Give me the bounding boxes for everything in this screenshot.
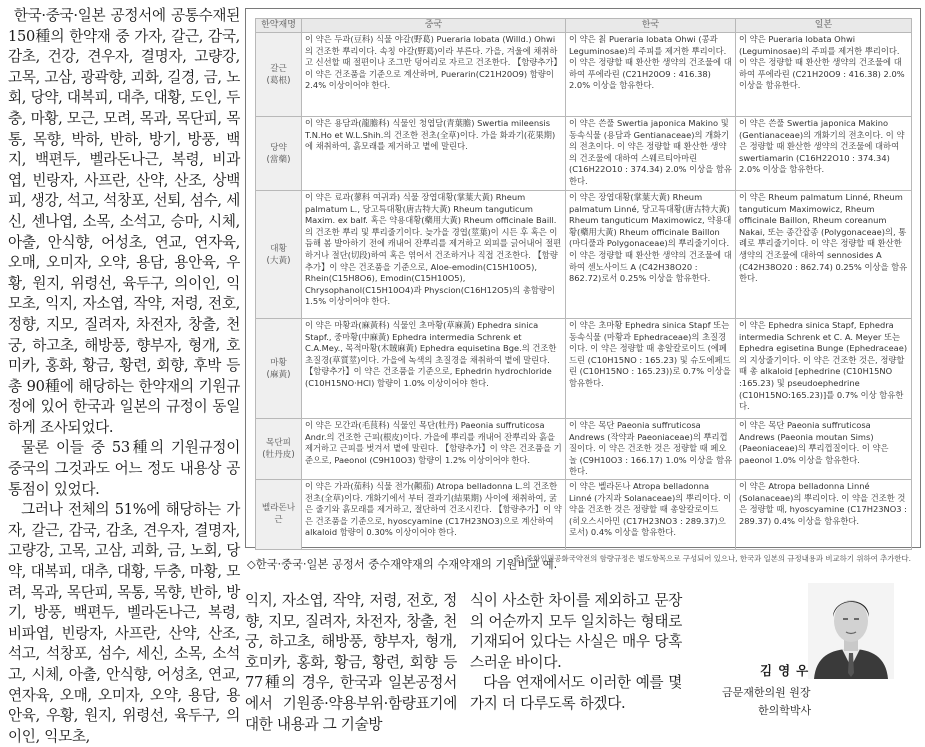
article-column-left — [8, 6, 240, 745]
table-row — [256, 319, 912, 419]
table-footnote: 주) 중화인민공화국약전의 함량규정은 별도항목으로 구성되어 있으나, 한국과 일본의 규정내용과 비교하기 위하여 추가한다. — [513, 553, 911, 563]
china-cell: 이 약은 모간과(毛茛科) 식물인 목단(牡丹) Paeonia suffruticosa Andr.의 건조한 근피(根皮)이다. 가을에 뿌리를 캐내어 잔뿌리와 흙을 제거하고 근피를 벗겨서 볕에 말린다. 【함량추가】이 약은 건조품을 기준으로, Paeonol (C9H10O3) 함량이 1.2% 이상이어야 한다. — [302, 419, 566, 480]
table-row — [256, 479, 912, 549]
author-portrait-icon — [808, 583, 894, 679]
korea-cell: 이 약은 목단 Paeonia suffruticosa Andrews (작약과 Paeoniaceae)의 뿌리껍질이다. 이 약은 건조한 것은 정량할 때 페오놀 (C9H10O3 : 166.17) 1.0% 이상을 함유한다. — [566, 419, 736, 480]
table-caption: ◇한국·중국·일본 공정서 중수재약재의 수재약재의 기원비교 예. — [247, 558, 558, 571]
herb-name-cell: 목단피 (牡丹皮) — [256, 419, 302, 480]
author-name: 김영우 — [760, 663, 815, 678]
table-header-cell: 중국 — [302, 19, 566, 33]
table-row — [256, 117, 912, 191]
article-paragraph: 다음 연재에서도 이러한 예를 몇 가지 더 다루도록 하겠다. — [470, 674, 682, 712]
china-cell: 이 약은 두과(豆科) 식물 야갈(野葛) Pueraria lobata (Willd.) Ohwi 의 건조한 뿌리이다. 속칭 야갈(野葛)이라 부른다. 가을, 겨울에 채취하고 신선할 때 절편이나 조그만 덩어리로 자르고 건조한다. 【함량추가】이 약은 건조품을 기준으로 계산하며, Puerarin(C21H20O9) 함량이 2.4% 이상이어야 한다. — [302, 33, 566, 117]
korea-cell: 이 약은 벨라돈나 Atropa belladonna Linné (가지과 Solanaceae)의 뿌리이다. 이 약을 건조한 것은 정량할 때 총알칼로이드 (히오스시아민 (C17H23NO3 : 289.37)으로서) 0.4% 이상을 함유한다. — [566, 479, 736, 549]
japan-cell: 이 약은 Atropa belladonna Linné (Solanaceae)의 뿌리이다. 이 약을 건조한 것은 정량할 때, hyoscyamine (C17H23NO3 : 289.37) 0.4% 이상을 함유한다. — [736, 479, 912, 549]
japan-cell: 이 약은 Ephedra sinica Stapf, Ephedra intermedia Schrenk et C. A. Meyer 또는 Ephedra egisetina Bunge (Ephedraceae)의 지상줄기이다. 이 약은 건조한 것은, 정량할 때 총 alkaloid [ephedrine (C10H15NO :165.23) 및 pseudoephedrine (C10H15NO:165.23)]를 0.7% 이상 함유한다. — [736, 319, 912, 419]
table-row — [256, 419, 912, 480]
author-affiliation: 금문재한의원 원장 — [722, 686, 811, 699]
author-photo — [808, 583, 894, 679]
article-paragraph: 한국·중국·일본 공정서에 공통수재된 150種의 한약재 중 가자, 갈근, 감국, 감초, 건강, 견우자, 결명자, 고량강, 고목, 고삼, 광곽향, 괴화, 길경, 금, 노회, 당약, 대복피, 대추, 대황, 도인, 두충, 마황, 모근, 모려, 목과, 목단피, 목통, 목향, 박하, 반하, 방기, 방풍, 백지, 백편두, 벨라돈나근, 복령, 비과엽, 빈랑자, 사프란, 산약, 산조, 상백피, 생강, 석고, 석창포, 선퇴, 섬수, 세신, 센나엽, 소목, 소석고, 승마, 시체, 아출, 안식향, 어성초, 연교, 연자육, 오매, 오미자, 오약, 용담, 용안육, 우황, 원지, 위령선, 육두구, 의이인, 익모초, 익지, 자소엽, 작약, 저령, 전호, 정향, 지모, 질려자, 차전자, 창출, 천궁, 하고초, 해방풍, 향부자, 형개, 호미카, 홍화, 황금, 황련, 회향, 후박 등 총 90種에 해당하는 한약재의 기원규정에 있어 한국과 일본의 규정이 동일하게 조사되었다. — [8, 7, 240, 436]
korea-cell: 이 약은 장엽대황(掌葉大黃) Rheum palmatum Linné, 당고특대황(唐古特大黃) Rheum tanguticum Maximowicz, 약용대황(藥用大黃) Rheum officinale Baillon (마디풀과 Polygonaceae)의 뿌리줄기이다. 이 약은 정량할 때 환산한 생약의 건조물에 대하여 센노사이드 A (C42H38O20 : 862.72)로서 0.25% 이상을 함유한다. — [566, 191, 736, 319]
china-cell: 이 약은 료과(蓼科 여귀과) 식물 장엽대황(掌葉大黃) Rheum palmatum L., 당고특대황(唐古特大黃) Rheum tanguticum Maxim. ex balf. 혹은 약용대황(藥用大黃) Rheum officinale Baill.의 건조한 뿌리 및 뿌리줄기이다. 늦가을 경엽(莖葉)이 시든 후 혹은 이듬해 봄 발아하기 전에 캐내어 잔뿌리를 제거하고 외피를 긁어내어 절편하거나 절단(切段)하여 혹은 엮어서 건조하거나 직접 건조한다. 【함량추가】이 약은 건조품을 기준으로, Aloe-emodin(C15H10O5), Rhein(C15H8O6), Emodin(C15H10O5), Chrysophanol(C15H10O4)과 Physcion(C16H12O5)의 총함량이 1.5% 이상이어야 한다. — [302, 191, 566, 319]
table-header-cell: 한국 — [566, 19, 736, 33]
article-paragraph: 물론 이들 중 53種의 기원규정이 중국의 그것과도 어느 정도 내용상 공통점이 있었다. — [8, 439, 240, 498]
japan-cell: 이 약은 쓴풀 Swertia japonica Makino (Gentianaceae)의 개화기의 전초이다. 이 약은 정량할 때 환산한 생약의 건조물에 대하여 swertiamarin (C16H22O10 : 374.34) 2.0% 이상을 함유한다. — [736, 117, 912, 191]
herb-name-cell: 대황 (大黃) — [256, 191, 302, 319]
herb-name-cell: 당약 (當藥) — [256, 117, 302, 191]
table-row — [256, 33, 912, 117]
herb-name-cell: 갈근 (葛根) — [256, 33, 302, 117]
article-paragraph: 익지, 자소엽, 작약, 저령, 전호, 정향, 지모, 질려자, 차전자, 창출, 천궁, 하고초, 해방풍, 향부자, 형개, 호미카, 홍화, 황금, 황련, 회향 등 77種의 경우, 한국과 일본공정서에서 기원종·약용부위·함량표기에 대한 내용과 그 기술방 — [245, 592, 457, 733]
korea-cell: 이 약은 쓴풀 Swertia japonica Makino 및 동속식물 (용담과 Gentianaceae)의 개화기의 전초이다. 이 약은 정량할 때 환산한 생약의 건조물에 대하여 스웨르티아마린 (C16H22O10 : 374.34) 2.0% 이상을 함유한다. — [566, 117, 736, 191]
article-column-right — [470, 591, 682, 721]
article-column-mid — [245, 591, 457, 733]
table-header-row — [256, 19, 912, 33]
china-cell: 이 약은 가과(茄科) 식물 전가(顚茄) Atropa belladonna L.의 건조한 전초(全草)이다. 개화기에서 부터 결과기(結果期) 사이에 채취하여, 굵은 줄기와 흙모래를 제거하고, 절단하여 건조시킨다. 【함량추가】이 약은 건조품을 기준으로, hyoscyamine (C17H23NO3)으로 계산하여 alkaloid 함량이 0.30% 이상이어야 한다. — [302, 479, 566, 549]
table-header-cell: 한약재명 — [256, 19, 302, 33]
comparison-table — [255, 18, 912, 550]
herb-name-cell: 마황 (麻黃) — [256, 319, 302, 419]
article-paragraph: 식이 사소한 차이를 제외하고 문장의 어순까지 모두 일치하는 형태로 기재되어 있다는 사실은 매우 당혹스러운 바이다. — [470, 592, 682, 671]
korea-cell: 이 약은 초마황 Ephedra sinica Stapf 또는 동속식물 (마황과 Ephedraceae)의 초질경이다. 이 약은 정량할 때 총알칼로이드 (에페드린 (C10H15NO : 165.23) 및 슈도에페드린 (C10H15NO : 165.23))로 0.7% 이상을 함유한다. — [566, 319, 736, 419]
author-degree: 한의학박사 — [758, 704, 812, 717]
japan-cell: 이 약은 Rheum palmatum Linné, Rheum tanguticum Maximowicz, Rheum officinale Baillon, Rheum coreanum Nakai, 또는 종간잡종 (Polygonaceae)의, 통례로 뿌리줄기이다. 이 약은 정량할 때 환산한 생약의 건조물에 대하여 sennosides A (C42H38O20 : 862.74) 0.25% 이상을 함유한다. — [736, 191, 912, 319]
japan-cell: 이 약은 목단 Paeonia suffruticosa Andrews (Paeonia moutan Sims) (Paeoniaceae)의 뿌리껍질이다. 이 약은 paeonol 1.0% 이상을 함유한다. — [736, 419, 912, 480]
table-row — [256, 191, 912, 319]
china-cell: 이 약은 용담과(龍膽科) 식물인 청엽담(青葉膽) Swertia mileensis T.N.Ho et W.L.Shih.의 건조한 전초(全草)이다. 가을 화과기(花果期)에 채취하여, 흙모래를 제거하고 볕에 말린다. — [302, 117, 566, 191]
japan-cell: 이 약은 Pueraria lobata Ohwi (Leguminosae)의 주피를 제거한 뿌리이다. 이 약은 정량할 때 환산한 생약의 건조물에 대하여 푸에라린 (C21H20O9 : 416.38) 2.0% 이상을 함유한다. — [736, 33, 912, 117]
table-header-cell: 일본 — [736, 19, 912, 33]
china-cell: 이 약은 마황과(麻黃科) 식물인 초마황(草麻黃) Ephedra sinica Stapf., 중마황(中麻黃) Ephedra intermedia Schrenk et C.A.Mey., 목적마황(木賊麻黃) Ephedra equisetina Bge.의 건조한 초질경(草質莖)이다. 가을에 녹색의 초질경을 채취하여 볕에 말린다. 【함량추가】이 약은 건조품을 기준으로, Ephedrin hydrochloride (C10H15NO·HCl) 함량이 1.0% 이상이어야 한다. — [302, 319, 566, 419]
herb-name-cell: 벨라돈나근 — [256, 479, 302, 549]
comparison-table-box — [245, 8, 921, 563]
korea-cell: 이 약은 칡 Pueraria lobata Ohwi (콩과 Leguminosae)의 주피를 제거한 뿌리이다. 이 약은 정량할 때 환산한 생약의 건조물에 대하여 푸에라린 (C21H20O9 : 416.38) 2.0% 이상을 함유한다. — [566, 33, 736, 117]
article-paragraph: 그러나 전체의 51%에 해당하는 가자, 갈근, 감국, 감초, 견우자, 결명자, 고량강, 고목, 고삼, 괴화, 금, 노회, 당약, 대복피, 대추, 대황, 두충, 마황, 모려, 목과, 목단피, 목통, 목향, 반하, 방기, 방풍, 백편두, 벨라돈나근, 복령, 비파엽, 빈랑자, 사프란, 산약, 산조, 석고, 석창포, 섬수, 세신, 소목, 소석고, 시체, 아출, 안식향, 어성초, 연교, 연자육, 오매, 오미자, 오약, 용담, 용안육, 우황, 원지, 위령선, 육두구, 의이인, 익모초, — [8, 501, 240, 745]
